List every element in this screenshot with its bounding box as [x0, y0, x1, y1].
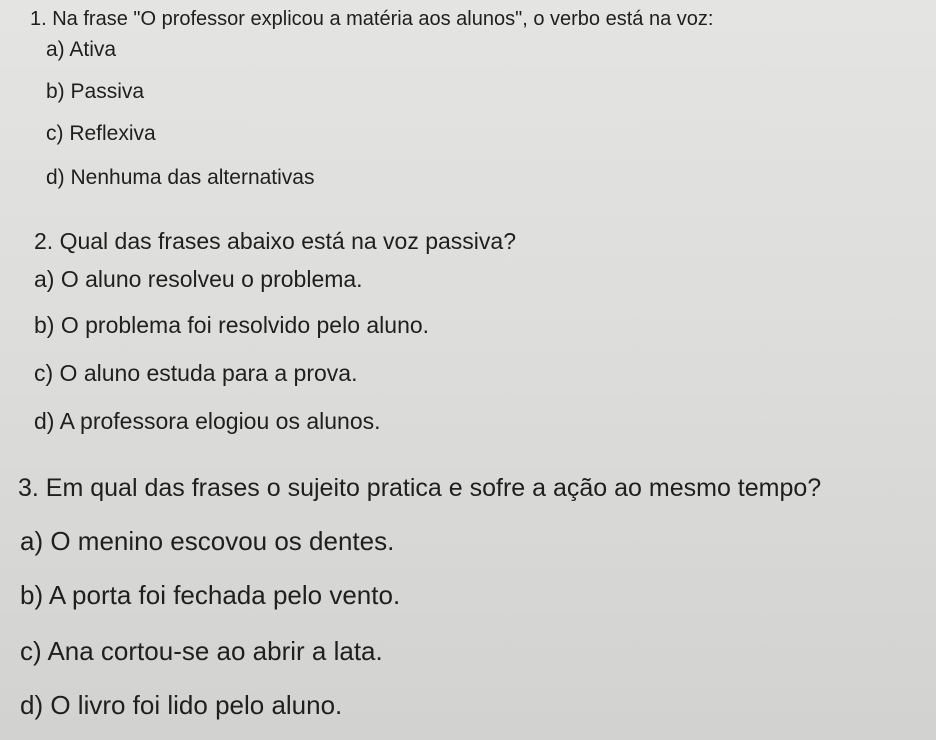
question-1-option-c: c) Reflexiva	[46, 122, 156, 145]
question-1-option-a: a) Ativa	[46, 38, 117, 61]
question-2-prompt: 2. Qual das frases abaixo está na voz passiva?	[34, 228, 517, 254]
question-1-option-d: d) Nenhuma das alternativas	[46, 166, 315, 189]
question-3-option-c: c) Ana cortou-se ao abrir a lata.	[20, 636, 383, 666]
question-3-option-a: a) O menino escovou os dentes.	[20, 526, 395, 556]
question-2-option-a: a) O aluno resolveu o problema.	[34, 266, 363, 292]
question-2-option-d: d) A professora elogiou os alunos.	[34, 408, 381, 434]
question-3-prompt: 3. Em qual das frases o sujeito pratica e sofre a ação ao mesmo tempo?	[18, 474, 822, 502]
question-3-option-d: d) O livro foi lido pelo aluno.	[20, 690, 343, 720]
question-3-option-b: b) A porta foi fechada pelo vento.	[20, 580, 401, 610]
question-1-prompt: 1. Na frase "O professor explicou a matéria aos alunos", o verbo está na voz:	[30, 8, 714, 30]
question-2-option-c: c) O aluno estuda para a prova.	[34, 360, 358, 386]
question-2-option-b: b) O problema foi resolvido pelo aluno.	[34, 312, 430, 338]
question-1-option-b: b) Passiva	[46, 80, 145, 103]
